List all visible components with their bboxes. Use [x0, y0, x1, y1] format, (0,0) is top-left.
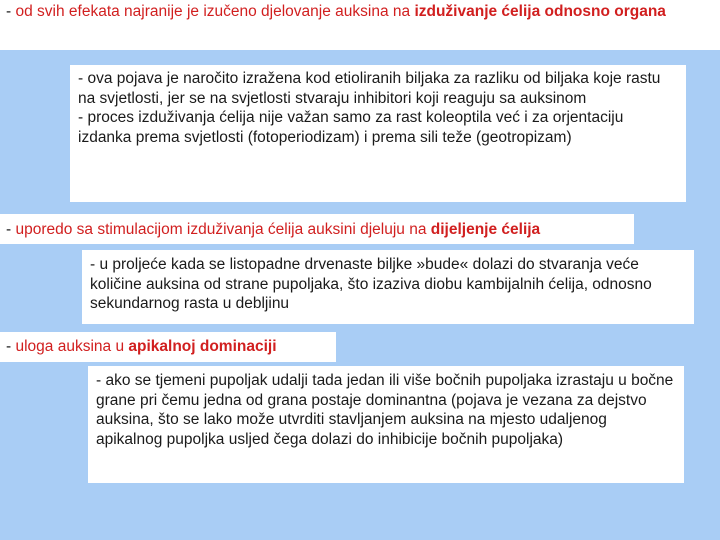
top-bullet-emphasis: izduživanje ćelija odnosno organa: [414, 3, 666, 20]
cambium-note: - u proljeće kada se listopadne drvenaste biljke »bude« dolazi do stvaranja veće količine auksina od strane pupoljaka, što izaziva diobu kambijalnih ćelija, odnosno sekundarnog rasta u debljinu: [90, 256, 652, 313]
apical-dominance-bullet-text: uloga auksina u: [11, 338, 129, 355]
bullet-dash: -: [6, 338, 12, 355]
bullet-dash: -: [6, 221, 12, 238]
cell-division-emphasis: dijeljenje ćelija: [430, 221, 541, 238]
etiolation-note-box: [70, 65, 686, 202]
apical-dominance-emphasis: apikalnoj dominaciji: [128, 338, 277, 355]
orientation-note: - proces izduživanja ćelija nije važan samo za rast koleoptila već i za orjentaciju izdanka prema svjetlosti (fotoperiodizam) i prema sili teže (geotropizam): [78, 109, 624, 146]
cambium-note-box: [82, 250, 694, 324]
cell-division-bullet-text: uporedo sa stimulacijom izduživanja ćelija auksini djeluju na: [11, 221, 431, 238]
apical-bud-note: - ako se tjemeni pupoljak udalji tada jedan ili više bočnih pupoljaka izrastaju u bočne grane pri čemu jedna od grana postaje dominantna (pojava je vezana za dejstvo auksina, što se lako može utvrditi stavljanjem auksina na mjesto udaljenog apikalnog pupoljka usljed čega dolazi do inhibicije bočnih pupoljaka): [96, 372, 674, 448]
bullet-dash: -: [6, 3, 12, 20]
etiolation-note: - ova pojava je naročito izražena kod etioliranih biljaka za razliku od biljaka koje rastu na svjetlosti, jer se na svjetlosti stvaraju inhibitori koji reaguju sa auksinom: [78, 70, 661, 107]
apical-dominance-bullet: [0, 332, 336, 362]
apical-bud-note-box: [88, 366, 684, 483]
top-bullet: [0, 0, 720, 50]
top-bullet-text: od svih efekata najranije je izučeno djelovanje auksina na: [11, 3, 415, 20]
cell-division-bullet: [0, 214, 634, 244]
